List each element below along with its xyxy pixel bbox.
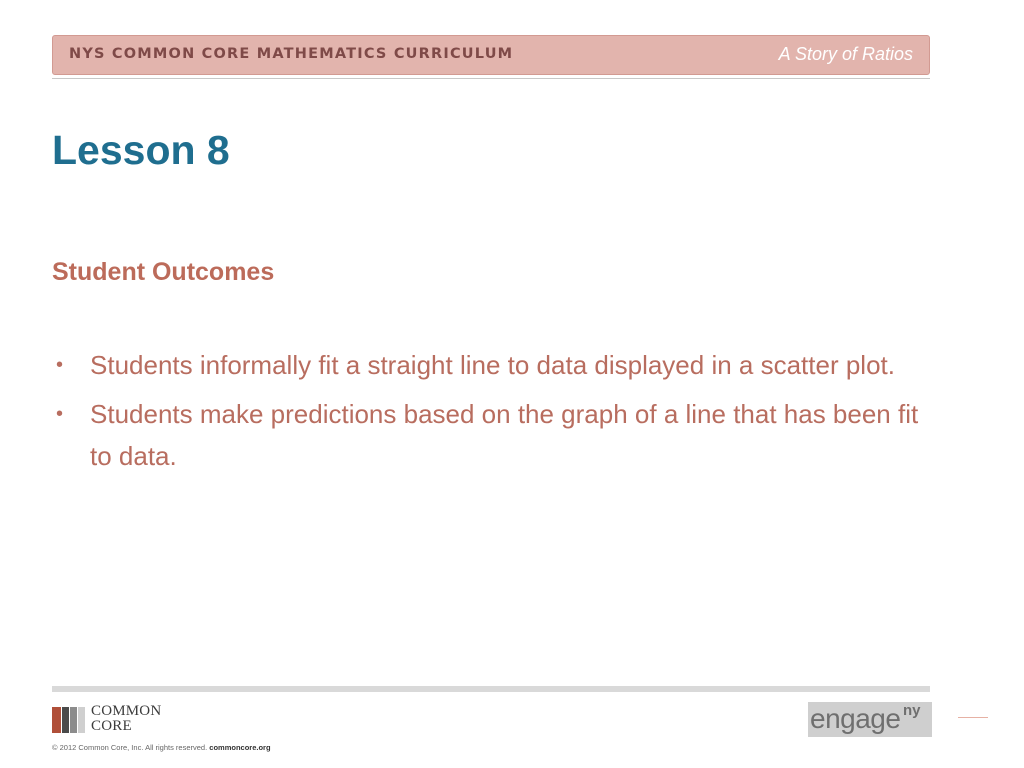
bullet-icon: • <box>56 354 64 376</box>
engage-superscript: ny <box>903 702 921 719</box>
common-core-bars-icon <box>52 707 85 733</box>
copyright-notice <box>52 743 271 752</box>
curriculum-title: NYS COMMON CORE MATHEMATICS CURRICULUM <box>69 46 514 62</box>
footer-divider <box>52 686 930 692</box>
engageny-logo <box>808 702 932 737</box>
common-core-logo <box>52 704 192 736</box>
outcome-text: Students informally fit a straight line to data displayed in a scatter plot. <box>90 350 895 380</box>
logo-bar <box>62 707 69 733</box>
lesson-title: Lesson 8 <box>52 127 230 173</box>
logo-bar <box>78 707 85 733</box>
header-divider <box>52 78 930 79</box>
curriculum-header-bar <box>52 35 930 75</box>
copyright-text: © 2012 Common Core, Inc. All rights reserved. <box>52 743 208 752</box>
site-link[interactable]: commoncore.org <box>209 743 271 752</box>
logo-bar <box>70 707 77 733</box>
logo-line-1: COMMON <box>91 703 162 719</box>
outcome-text: Students make predictions based on the graph of a line that has been fit to data. <box>90 399 919 471</box>
engage-wordmark: engage <box>810 703 901 734</box>
module-title: A Story of Ratios <box>778 44 913 64</box>
decorative-mark <box>958 717 988 718</box>
outcomes-list <box>52 344 922 484</box>
common-core-wordmark <box>91 704 161 734</box>
outcome-item <box>52 393 922 477</box>
section-title: Student Outcomes <box>52 258 275 286</box>
bullet-icon: • <box>56 403 64 425</box>
logo-bar <box>52 707 61 733</box>
logo-line-2: CORE <box>91 718 132 734</box>
outcome-item <box>52 344 922 386</box>
